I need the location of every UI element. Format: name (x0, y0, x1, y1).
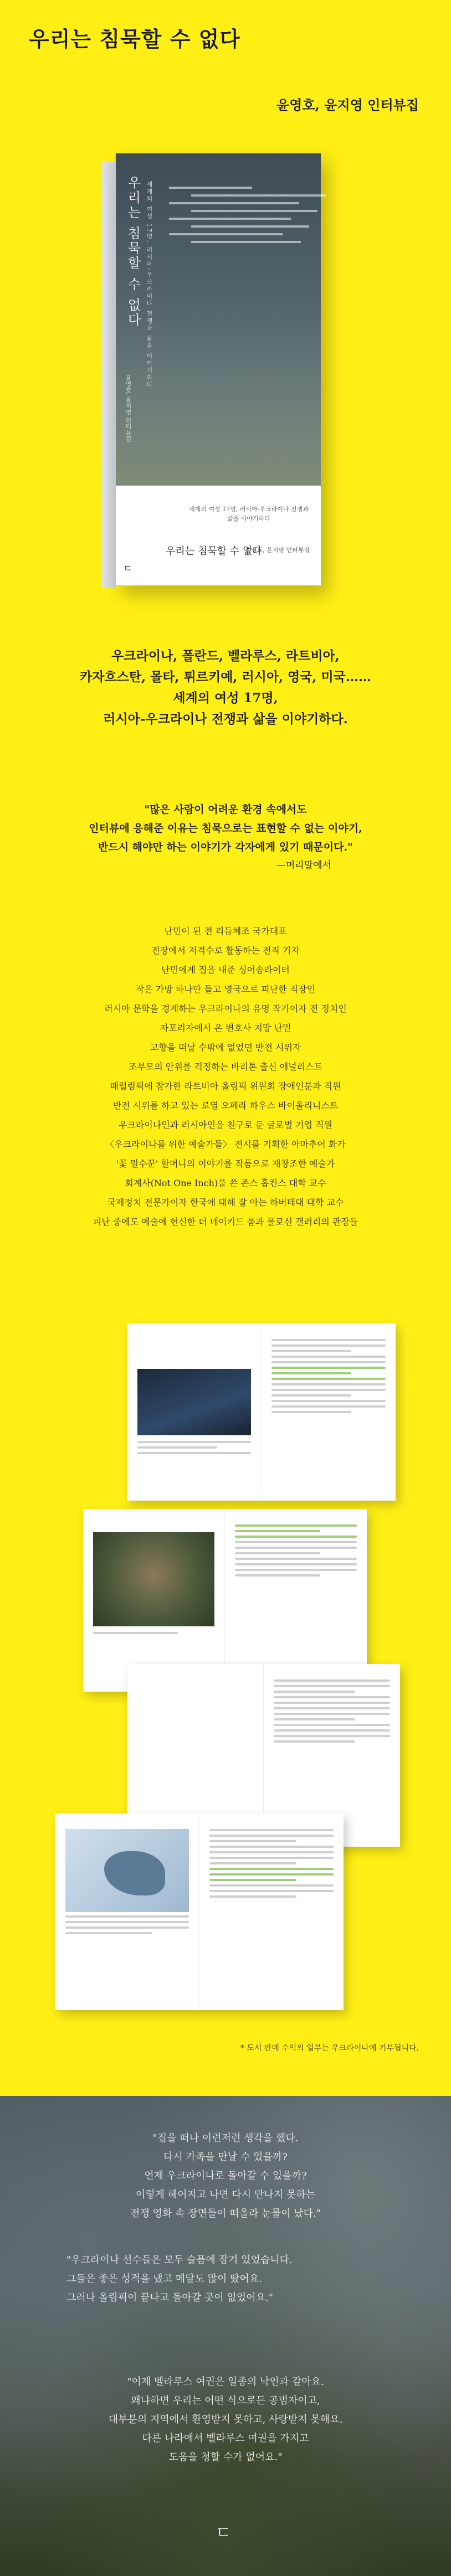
intro-line: 우크라이나, 폴란드, 벨라루스, 라트비아, (111, 648, 340, 663)
cover-line (191, 210, 317, 212)
cover-vertical-subtitle: 세계의 여성 17명, 러시아-우크라이나 전쟁과 삶을 이야기하다 (146, 181, 153, 389)
page-spread-1 (127, 1323, 396, 1501)
quote-line: 그들은 좋은 성적을 냈고 메달도 많이 땄어요. (66, 2273, 263, 2285)
page-title: 우리는 침묵할 수 없다 (29, 27, 241, 51)
page-spread-4 (55, 1813, 344, 2010)
quote-block-3 (0, 2373, 451, 2467)
cover-bottom-title: 우리는 침묵할 수 없다 (166, 545, 262, 557)
book-cover (115, 153, 321, 586)
interviewee-item: 난민에게 집을 내준 싱어송라이터 (161, 965, 290, 975)
interviewee-item: '꽃 밀수꾼' 할머니의 이야기를 작품으로 재창조한 예술가 (116, 1158, 335, 1169)
interviewee-item: 고향을 떠날 수밖에 없었던 반전 시위자 (150, 1042, 301, 1053)
cover-line (169, 187, 252, 189)
quote-block-1 (0, 2129, 451, 2223)
cover-bottom-band (116, 486, 321, 585)
interviewee-item: 러시아 문학을 경계하는 우크라이나의 유명 작가이자 전 정치인 (104, 1003, 347, 1014)
quote-line: "이제 벨라루스 여권은 일종의 낙인과 같아요. (127, 2376, 324, 2388)
quote-line: 다시 가족을 만날 수 있을까? (163, 2151, 288, 2163)
quote-line: 대부분의 지역에서 환영받지 못하고, 사랑받지 못해요. (108, 2414, 343, 2425)
interviewee-item: 반전 시위를 하고 있는 로열 오페라 하우스 바이올리니스트 (112, 1100, 339, 1111)
publisher-logo-icon: ㄷ (215, 2523, 232, 2543)
intro-line: 러시아-우크라이나 전쟁과 삶을 이야기하다. (103, 712, 348, 727)
cover-line (169, 233, 283, 235)
donation-footnote: * 도서 판매 수익의 일부는 우크라이나에 기부됩니다. (240, 2044, 419, 2053)
cover-line (191, 241, 301, 243)
cover-line (169, 202, 299, 204)
intro-line: 카자흐스탄, 몰타, 튀르키예, 러시아, 영국, 미국…… (80, 669, 371, 684)
interviewee-item: 피난 중에도 예술에 헌신한 더 네이키드 룸과 폴로신 갤러리의 관장들 (93, 1217, 358, 1227)
interviewee-item: 우크라이나인과 러시아인을 친구로 둔 글로벌 기업 직원 (118, 1120, 332, 1130)
interviewee-item: 국제정치 전문가이자 한국에 대해 잘 아는 하버테대 대학 교수 (107, 1197, 344, 1208)
authors-label: 윤영호, 윤지영 인터뷰집 (276, 97, 419, 113)
interviewee-list (0, 921, 451, 1232)
interviewee-item: 조부모의 안위를 걱정하는 바리톤 출신 애널리스트 (128, 1062, 322, 1072)
quote-line: 그러나 올림픽이 끝나고 돌아갈 곳이 없었어요." (66, 2292, 273, 2304)
cover-text-lines (169, 187, 308, 249)
interviewee-item: 작은 가방 하나만 들고 영국으로 피난한 직장인 (135, 984, 316, 995)
interviewee-item: 자포리자에서 온 변호사 지망 난민 (160, 1023, 291, 1033)
painting-section (0, 2096, 451, 2576)
quote-line: 왜냐하면 우리는 어떤 식으로든 공범자이고, (131, 2395, 320, 2407)
interviewee-item: 전장에서 저격수로 활동하는 전직 기자 (151, 945, 300, 956)
cover-vertical-title: 우리는 침묵할 수 없다 (125, 176, 141, 328)
cover-line (191, 194, 326, 197)
interviewee-item: 패럴림픽에 참가한 라트비아 올림픽 위원회 장애인분과 직원 (110, 1081, 341, 1091)
quote-line: 이렇게 헤어지고 나면 다시 만나지 못하는 (135, 2189, 316, 2201)
quote-block-2 (66, 2251, 293, 2307)
quote-line: 인터뷰에 응해준 이유는 침묵으로는 표현할 수 없는 이야기, (89, 822, 362, 834)
preface-quote (0, 800, 451, 857)
map-europe (65, 1829, 189, 1912)
book-spine (102, 162, 115, 589)
quote-line: 언제 우크라이나로 돌아갈 수 있을까? (144, 2170, 307, 2182)
photo-stadium (137, 1369, 251, 1435)
intro-line: 세계의 여성 17명, (173, 691, 278, 705)
quote-line: "집을 떠나 이런저런 생각을 했다. (152, 2132, 299, 2144)
quote-line: 다른 나라에서 벨라루스 여권을 가지고 (142, 2433, 309, 2444)
cover-line (169, 218, 291, 220)
interviewee-item: 난민이 된 전 리듬체조 국가대표 (164, 926, 287, 936)
interviewee-item: 〈우크라이나를 위한 예술가들〉 전시를 기획한 아마추어 화가 (105, 1139, 346, 1150)
spread-page (199, 1813, 344, 2010)
publisher-logo-icon: ㄷ (124, 563, 132, 574)
spread-page (127, 1323, 262, 1501)
cover-line (191, 225, 309, 228)
quote-line: 도움을 청할 수가 없어요." (168, 2451, 283, 2463)
quote-line: "우크라이나 선수들은 모두 슬픔에 잠겨 있었습니다. (66, 2254, 293, 2266)
quote-line: 반드시 해야만 하는 이야기가 각자에게 있기 때문이다." (98, 841, 353, 853)
cover-bottom-author: 윤영호, 윤지영 인터뷰집 (245, 547, 310, 554)
quote-line: "많은 사람이 어려운 환경 속에서도 (144, 803, 307, 816)
spread-page (55, 1813, 199, 2010)
photo-figure (93, 1532, 214, 1626)
spread-page (262, 1323, 396, 1501)
cover-vertical-author: 윤영호, 윤지영 인터뷰집 (125, 375, 132, 442)
quote-line: 전쟁 영화 속 장면들이 떠올라 눈물이 났다." (130, 2208, 321, 2219)
quote-source: —머리말에서 (276, 860, 331, 871)
cover-blurb: 세계의 여성 17명, 러시아-우크라이나 전쟁과 삶을 이야기하다 (189, 506, 309, 522)
intro-block (0, 646, 451, 730)
interviewee-item: 회계사(Not One Inch)를 쓴 존스 홉킨스 대학 교수 (125, 1178, 326, 1188)
